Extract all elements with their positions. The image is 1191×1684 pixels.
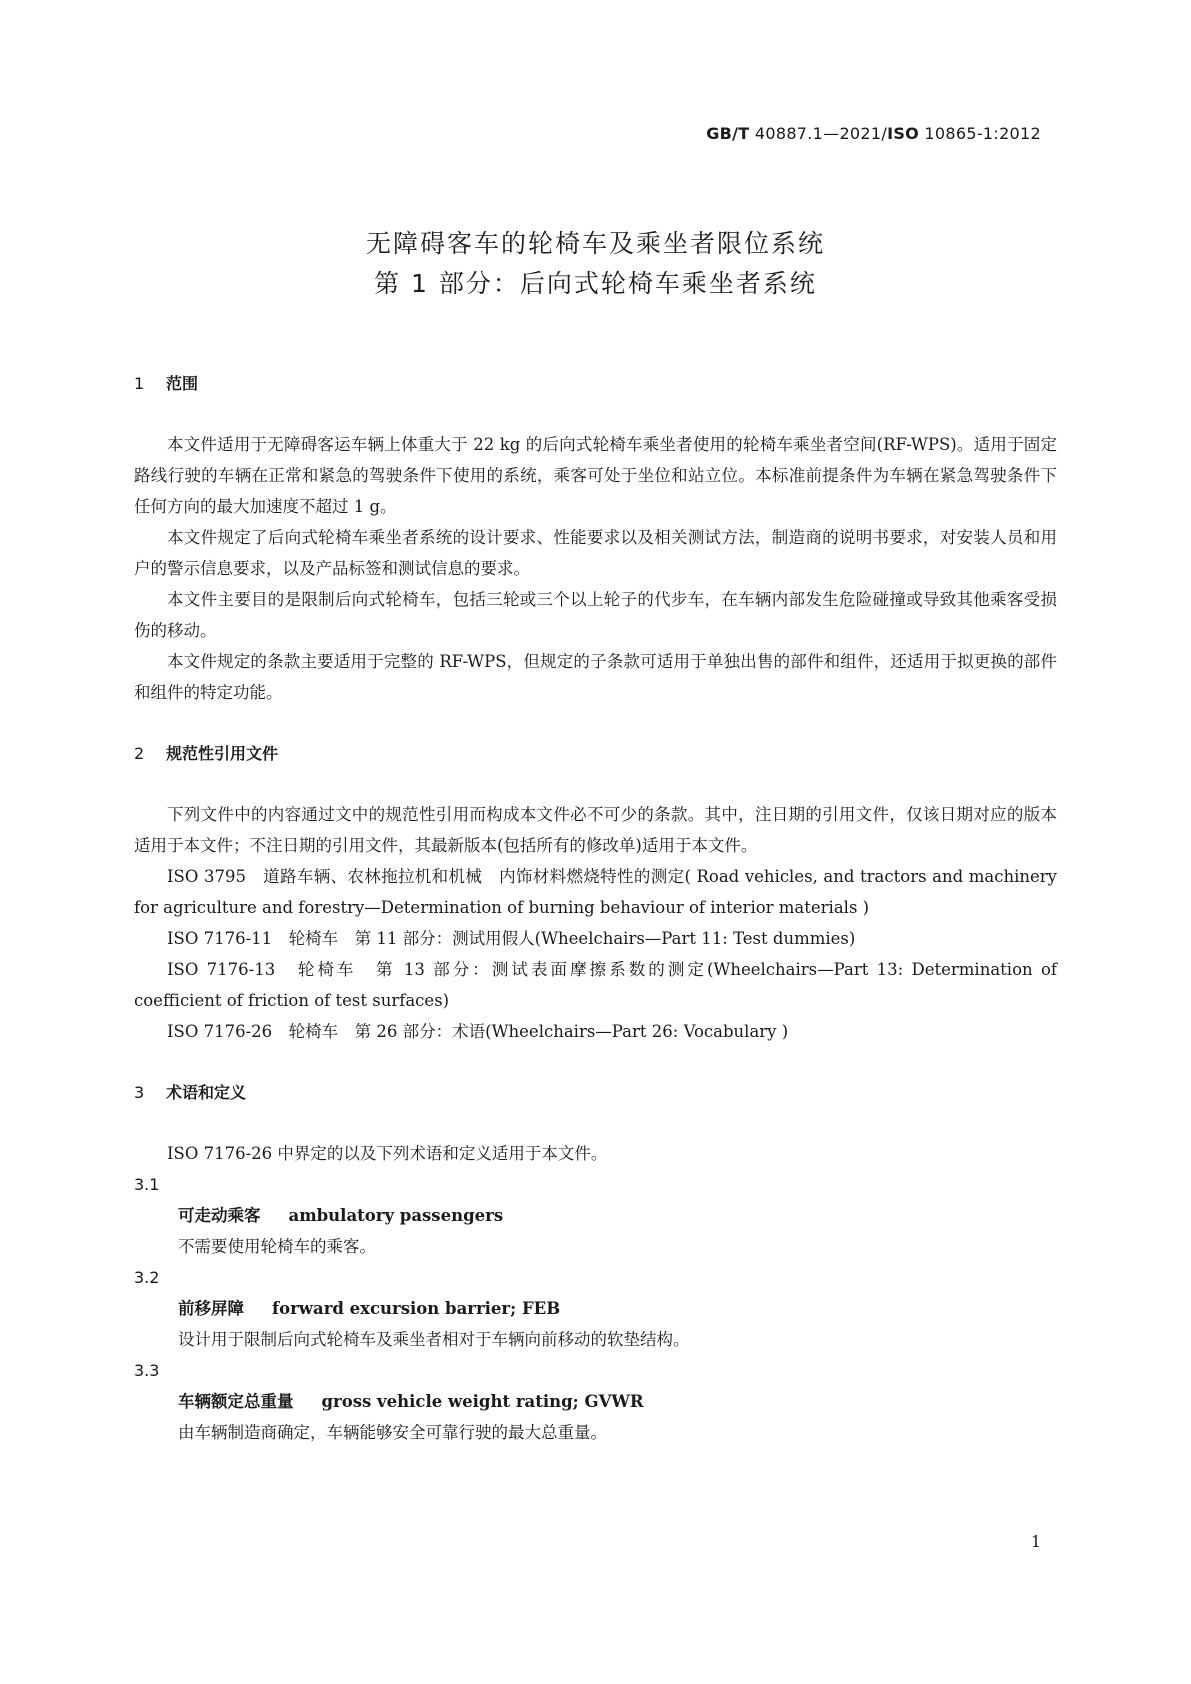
standard-code-prefix: GB/T: [706, 124, 750, 143]
term-chinese: 车辆额定总重量: [178, 1392, 294, 1411]
title-line-2: 第 1 部分：后向式轮椅车乘坐者系统: [374, 269, 817, 298]
section-1-paragraph: 本文件主要目的是限制后向式轮椅车，包括三轮或三个以上轮子的代步车，在车辆内部发生危险碰撞或导致其他乘客受损伤的移动。: [134, 590, 1057, 640]
term-chinese: 前移屏障: [178, 1299, 244, 1318]
standard-code: [706, 124, 1041, 143]
section-2-intro: 下列文件中的内容通过文中的规范性引用而构成本文件必不可少的条款。其中，注日期的引用文件，仅该日期对应的版本适用于本文件；不注日期的引用文件，其最新版本(包括所有的修改单)适用于本文件。: [134, 805, 1057, 855]
normative-reference: ISO 3795 道路车辆、农林拖拉机和机械 内饰材料燃烧特性的测定( Road vehicles, and tractors and machinery for agriculture and forestry—Determination of burning behaviour of interior materials ): [134, 867, 1057, 917]
section-1-paragraph: 本文件规定的条款主要适用于完整的 RF-WPS，但规定的子条款可适用于单独出售的部件和组件，还适用于拟更换的部件和组件的特定功能。: [134, 652, 1057, 702]
standard-code-iso-number: 10865-1:2012: [919, 124, 1041, 143]
term-english: gross vehicle weight rating; GVWR: [321, 1392, 644, 1411]
term-entry: [134, 1386, 1057, 1417]
section-number: 2: [134, 744, 145, 763]
section-1-heading: [134, 368, 1057, 399]
section-2-heading: [134, 738, 1057, 769]
document-body: [134, 368, 1057, 1448]
term-english: forward excursion barrier; FEB: [272, 1299, 561, 1318]
term-number: 3.2: [134, 1268, 160, 1287]
section-number: 1: [134, 374, 145, 393]
section-3-intro: ISO 7176-26 中界定的以及下列术语和定义适用于本文件。: [167, 1144, 608, 1163]
standard-code-number: 40887.1—2021/: [749, 124, 888, 143]
page-number: 1: [1030, 1532, 1041, 1551]
term-chinese: 可走动乘客: [178, 1206, 261, 1225]
normative-reference: ISO 7176-13 轮椅车 第 13 部分：测试表面摩擦系数的测定(Wheelchairs—Part 13: Determination of coefficient of friction of test surfaces): [134, 960, 1057, 1010]
section-title: 术语和定义: [166, 1083, 247, 1102]
term-number: 3.3: [134, 1361, 160, 1380]
standard-code-iso: ISO: [887, 124, 920, 143]
section-1-paragraph: 本文件规定了后向式轮椅车乘坐者系统的设计要求、性能要求以及相关测试方法，制造商的说明书要求，对安装人员和用户的警示信息要求，以及产品标签和测试信息的要求。: [134, 528, 1057, 578]
section-title: 规范性引用文件: [166, 744, 279, 763]
term-definition: 不需要使用轮椅车的乘客。: [178, 1237, 376, 1256]
normative-reference: ISO 7176-26 轮椅车 第 26 部分：术语(Wheelchairs—Part 26: Vocabulary ): [167, 1022, 789, 1041]
section-number: 3: [134, 1083, 145, 1102]
term-number: 3.1: [134, 1175, 160, 1194]
term-english: ambulatory passengers: [288, 1206, 504, 1225]
term-definition: 由车辆制造商确定，车辆能够安全可靠行驶的最大总重量。: [178, 1423, 607, 1442]
title-line-1: 无障碍客车的轮椅车及乘坐者限位系统: [365, 229, 825, 258]
document-title: [0, 224, 1191, 304]
normative-reference: ISO 7176-11 轮椅车 第 11 部分：测试用假人(Wheelchairs—Part 11: Test dummies): [167, 929, 856, 948]
section-3-heading: [134, 1077, 1057, 1108]
term-definition: 设计用于限制后向式轮椅车及乘坐者相对于车辆向前移动的软垫结构。: [178, 1330, 690, 1349]
term-entry: [134, 1200, 1057, 1231]
section-1-paragraph: 本文件适用于无障碍客运车辆上体重大于 22 kg 的后向式轮椅车乘坐者使用的轮椅车乘坐者空间(RF-WPS)。适用于固定路线行驶的车辆在正常和紧急的驾驶条件下使用的系统，乘客可处于坐位和站立位。本标准前提条件为车辆在紧急驾驶条件下任何方向的最大加速度不超过 1 g。: [134, 435, 1057, 516]
term-entry: [134, 1293, 1057, 1324]
section-title: 范围: [166, 374, 199, 393]
